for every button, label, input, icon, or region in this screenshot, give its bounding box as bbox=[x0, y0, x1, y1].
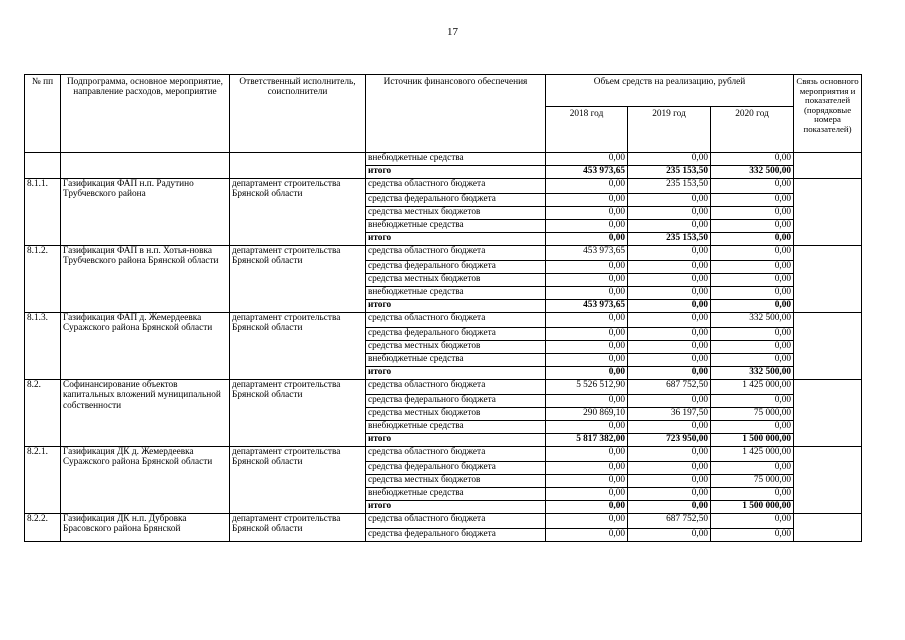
table-row bbox=[25, 447, 862, 462]
value-cell: 0,00 bbox=[628, 367, 711, 380]
row-program: Газификация ФАП н.п. Радутино Трубчевского района bbox=[61, 179, 230, 246]
row-program bbox=[61, 153, 230, 179]
header-year-2019: 2019 год bbox=[628, 107, 711, 153]
source-cell: итого bbox=[366, 434, 546, 447]
value-cell: 235 153,50 bbox=[628, 233, 711, 246]
source-cell: внебюджетные средства bbox=[366, 488, 546, 501]
value-cell: 0,00 bbox=[546, 475, 628, 488]
source-cell: итого bbox=[366, 367, 546, 380]
value-cell: 0,00 bbox=[711, 153, 794, 166]
source-cell: средства местных бюджетов bbox=[366, 341, 546, 354]
row-program: Газификация ДК н.п. Дубровка Брасовского района Брянской bbox=[61, 514, 230, 542]
table-row bbox=[25, 380, 862, 395]
source-cell: внебюджетные средства bbox=[366, 354, 546, 367]
table-header bbox=[25, 75, 862, 153]
row-code bbox=[25, 153, 61, 179]
table-body bbox=[25, 153, 862, 542]
value-cell: 5 817 382,00 bbox=[546, 434, 628, 447]
value-cell: 75 000,00 bbox=[711, 408, 794, 421]
row-executor: департамент строительства Брянской области bbox=[230, 514, 366, 542]
value-cell: 0,00 bbox=[546, 194, 628, 207]
value-cell: 0,00 bbox=[546, 367, 628, 380]
value-cell: 0,00 bbox=[546, 328, 628, 341]
header-num: № пп bbox=[25, 75, 61, 153]
value-cell: 0,00 bbox=[711, 395, 794, 408]
table-row bbox=[25, 514, 862, 529]
value-cell: 0,00 bbox=[711, 341, 794, 354]
value-cell: 0,00 bbox=[628, 261, 711, 274]
value-cell: 0,00 bbox=[711, 421, 794, 434]
header-volume: Объем средств на реализацию, рублей bbox=[546, 75, 794, 107]
source-cell: средства областного бюджета bbox=[366, 380, 546, 395]
page-number: 17 bbox=[447, 26, 458, 38]
value-cell: 0,00 bbox=[628, 328, 711, 341]
source-cell: средства федерального бюджета bbox=[366, 462, 546, 475]
value-cell: 0,00 bbox=[711, 488, 794, 501]
value-cell: 0,00 bbox=[711, 179, 794, 194]
source-cell: средства местных бюджетов bbox=[366, 207, 546, 220]
value-cell: 0,00 bbox=[711, 261, 794, 274]
source-cell: внебюджетные средства bbox=[366, 153, 546, 166]
header-year-2018: 2018 год bbox=[546, 107, 628, 153]
row-executor: департамент строительства Брянской области bbox=[230, 179, 366, 246]
value-cell: 0,00 bbox=[546, 421, 628, 434]
value-cell: 36 197,50 bbox=[628, 408, 711, 421]
source-cell: средства областного бюджета bbox=[366, 447, 546, 462]
value-cell: 1 425 000,00 bbox=[711, 447, 794, 462]
row-code: 8.1.2. bbox=[25, 246, 61, 313]
value-cell: 0,00 bbox=[546, 179, 628, 194]
value-cell: 0,00 bbox=[628, 421, 711, 434]
value-cell: 0,00 bbox=[628, 475, 711, 488]
value-cell: 0,00 bbox=[628, 529, 711, 542]
value-cell: 0,00 bbox=[546, 341, 628, 354]
value-cell: 0,00 bbox=[711, 462, 794, 475]
value-cell: 0,00 bbox=[546, 462, 628, 475]
link-cell bbox=[794, 153, 862, 179]
link-cell bbox=[794, 447, 862, 514]
value-cell: 687 752,50 bbox=[628, 380, 711, 395]
value-cell: 0,00 bbox=[711, 220, 794, 233]
row-program: Газификация ДК д. Жемердеевка Суражского района Брянской области bbox=[61, 447, 230, 514]
row-program: Газификация ФАП в н.п. Хотья-новка Трубчевского района Брянской области bbox=[61, 246, 230, 313]
value-cell: 0,00 bbox=[628, 395, 711, 408]
value-cell: 0,00 bbox=[628, 194, 711, 207]
value-cell: 0,00 bbox=[546, 447, 628, 462]
value-cell: 332 500,00 bbox=[711, 166, 794, 179]
value-cell: 290 869,10 bbox=[546, 408, 628, 421]
value-cell: 332 500,00 bbox=[711, 313, 794, 328]
value-cell: 0,00 bbox=[546, 220, 628, 233]
value-cell: 453 973,65 bbox=[546, 300, 628, 313]
header-program: Подпрограмма, основное мероприятие, направление расходов, мероприятие bbox=[61, 75, 230, 153]
source-cell: средства федерального бюджета bbox=[366, 395, 546, 408]
value-cell: 235 153,50 bbox=[628, 179, 711, 194]
source-cell: внебюджетные средства bbox=[366, 421, 546, 434]
table-row bbox=[25, 246, 862, 261]
value-cell: 0,00 bbox=[711, 529, 794, 542]
value-cell: 0,00 bbox=[546, 514, 628, 529]
value-cell: 453 973,65 bbox=[546, 166, 628, 179]
value-cell: 0,00 bbox=[546, 529, 628, 542]
link-cell bbox=[794, 514, 862, 542]
link-cell bbox=[794, 313, 862, 380]
source-cell: средства федерального бюджета bbox=[366, 194, 546, 207]
value-cell: 5 526 512,90 bbox=[546, 380, 628, 395]
source-cell: средства областного бюджета bbox=[366, 313, 546, 328]
value-cell: 0,00 bbox=[711, 287, 794, 300]
value-cell: 0,00 bbox=[628, 447, 711, 462]
header-year-2020: 2020 год bbox=[711, 107, 794, 153]
budget-table bbox=[24, 74, 862, 542]
value-cell: 1 500 000,00 bbox=[711, 434, 794, 447]
value-cell: 0,00 bbox=[628, 207, 711, 220]
value-cell: 0,00 bbox=[628, 220, 711, 233]
value-cell: 0,00 bbox=[546, 395, 628, 408]
value-cell: 0,00 bbox=[711, 274, 794, 287]
table-row bbox=[25, 313, 862, 328]
value-cell: 1 500 000,00 bbox=[711, 501, 794, 514]
table-row bbox=[25, 153, 862, 166]
row-executor bbox=[230, 153, 366, 179]
header-link: Связь основного мероприятия и показателей (порядковые номера показателей) bbox=[794, 75, 862, 153]
source-cell: средства федерального бюджета bbox=[366, 328, 546, 341]
link-cell bbox=[794, 179, 862, 246]
value-cell: 75 000,00 bbox=[711, 475, 794, 488]
source-cell: средства областного бюджета bbox=[366, 514, 546, 529]
value-cell: 0,00 bbox=[546, 287, 628, 300]
value-cell: 0,00 bbox=[711, 514, 794, 529]
value-cell: 0,00 bbox=[711, 233, 794, 246]
source-cell: средства федерального бюджета bbox=[366, 529, 546, 542]
source-cell: средства местных бюджетов bbox=[366, 408, 546, 421]
value-cell: 0,00 bbox=[628, 287, 711, 300]
source-cell: средства федерального бюджета bbox=[366, 261, 546, 274]
value-cell: 0,00 bbox=[546, 274, 628, 287]
value-cell: 687 752,50 bbox=[628, 514, 711, 529]
source-cell: итого bbox=[366, 233, 546, 246]
link-cell bbox=[794, 246, 862, 313]
value-cell: 0,00 bbox=[546, 354, 628, 367]
value-cell: 723 950,00 bbox=[628, 434, 711, 447]
source-cell: внебюджетные средства bbox=[366, 220, 546, 233]
value-cell: 0,00 bbox=[546, 488, 628, 501]
value-cell: 0,00 bbox=[711, 354, 794, 367]
value-cell: 0,00 bbox=[711, 194, 794, 207]
row-program: Газификация ФАП д. Жемердеевка Суражского района Брянской области bbox=[61, 313, 230, 380]
value-cell: 0,00 bbox=[628, 300, 711, 313]
source-cell: итого bbox=[366, 300, 546, 313]
row-code: 8.2.2. bbox=[25, 514, 61, 542]
source-cell: средства областного бюджета bbox=[366, 246, 546, 261]
row-code: 8.2.1. bbox=[25, 447, 61, 514]
value-cell: 0,00 bbox=[628, 341, 711, 354]
value-cell: 1 425 000,00 bbox=[711, 380, 794, 395]
value-cell: 0,00 bbox=[546, 261, 628, 274]
value-cell: 0,00 bbox=[628, 462, 711, 475]
header-executor: Ответственный исполнитель, соисполнители bbox=[230, 75, 366, 153]
value-cell: 0,00 bbox=[628, 274, 711, 287]
source-cell: средства местных бюджетов bbox=[366, 274, 546, 287]
value-cell: 0,00 bbox=[711, 328, 794, 341]
source-cell: внебюджетные средства bbox=[366, 287, 546, 300]
row-code: 8.1.3. bbox=[25, 313, 61, 380]
row-executor: департамент строительства Брянской области bbox=[230, 380, 366, 447]
header-source: Источник финансового обеспечения bbox=[366, 75, 546, 153]
source-cell: итого bbox=[366, 166, 546, 179]
value-cell: 0,00 bbox=[546, 233, 628, 246]
value-cell: 0,00 bbox=[711, 300, 794, 313]
value-cell: 332 500,00 bbox=[711, 367, 794, 380]
value-cell: 0,00 bbox=[711, 246, 794, 261]
value-cell: 0,00 bbox=[546, 313, 628, 328]
value-cell: 0,00 bbox=[546, 153, 628, 166]
value-cell: 0,00 bbox=[546, 207, 628, 220]
value-cell: 0,00 bbox=[628, 501, 711, 514]
value-cell: 235 153,50 bbox=[628, 166, 711, 179]
table-row bbox=[25, 179, 862, 194]
value-cell: 0,00 bbox=[711, 207, 794, 220]
value-cell: 0,00 bbox=[546, 501, 628, 514]
link-cell bbox=[794, 380, 862, 447]
row-executor: департамент строительства Брянской области bbox=[230, 246, 366, 313]
row-executor: департамент строительства Брянской области bbox=[230, 447, 366, 514]
row-program: Софинансирование объектов капитальных вложений муниципальной собственности bbox=[61, 380, 230, 447]
source-cell: средства областного бюджета bbox=[366, 179, 546, 194]
row-executor: департамент строительства Брянской области bbox=[230, 313, 366, 380]
row-code: 8.2. bbox=[25, 380, 61, 447]
value-cell: 0,00 bbox=[628, 313, 711, 328]
row-code: 8.1.1. bbox=[25, 179, 61, 246]
source-cell: средства местных бюджетов bbox=[366, 475, 546, 488]
value-cell: 0,00 bbox=[628, 488, 711, 501]
value-cell: 453 973,65 bbox=[546, 246, 628, 261]
value-cell: 0,00 bbox=[628, 153, 711, 166]
value-cell: 0,00 bbox=[628, 354, 711, 367]
source-cell: итого bbox=[366, 501, 546, 514]
value-cell: 0,00 bbox=[628, 246, 711, 261]
